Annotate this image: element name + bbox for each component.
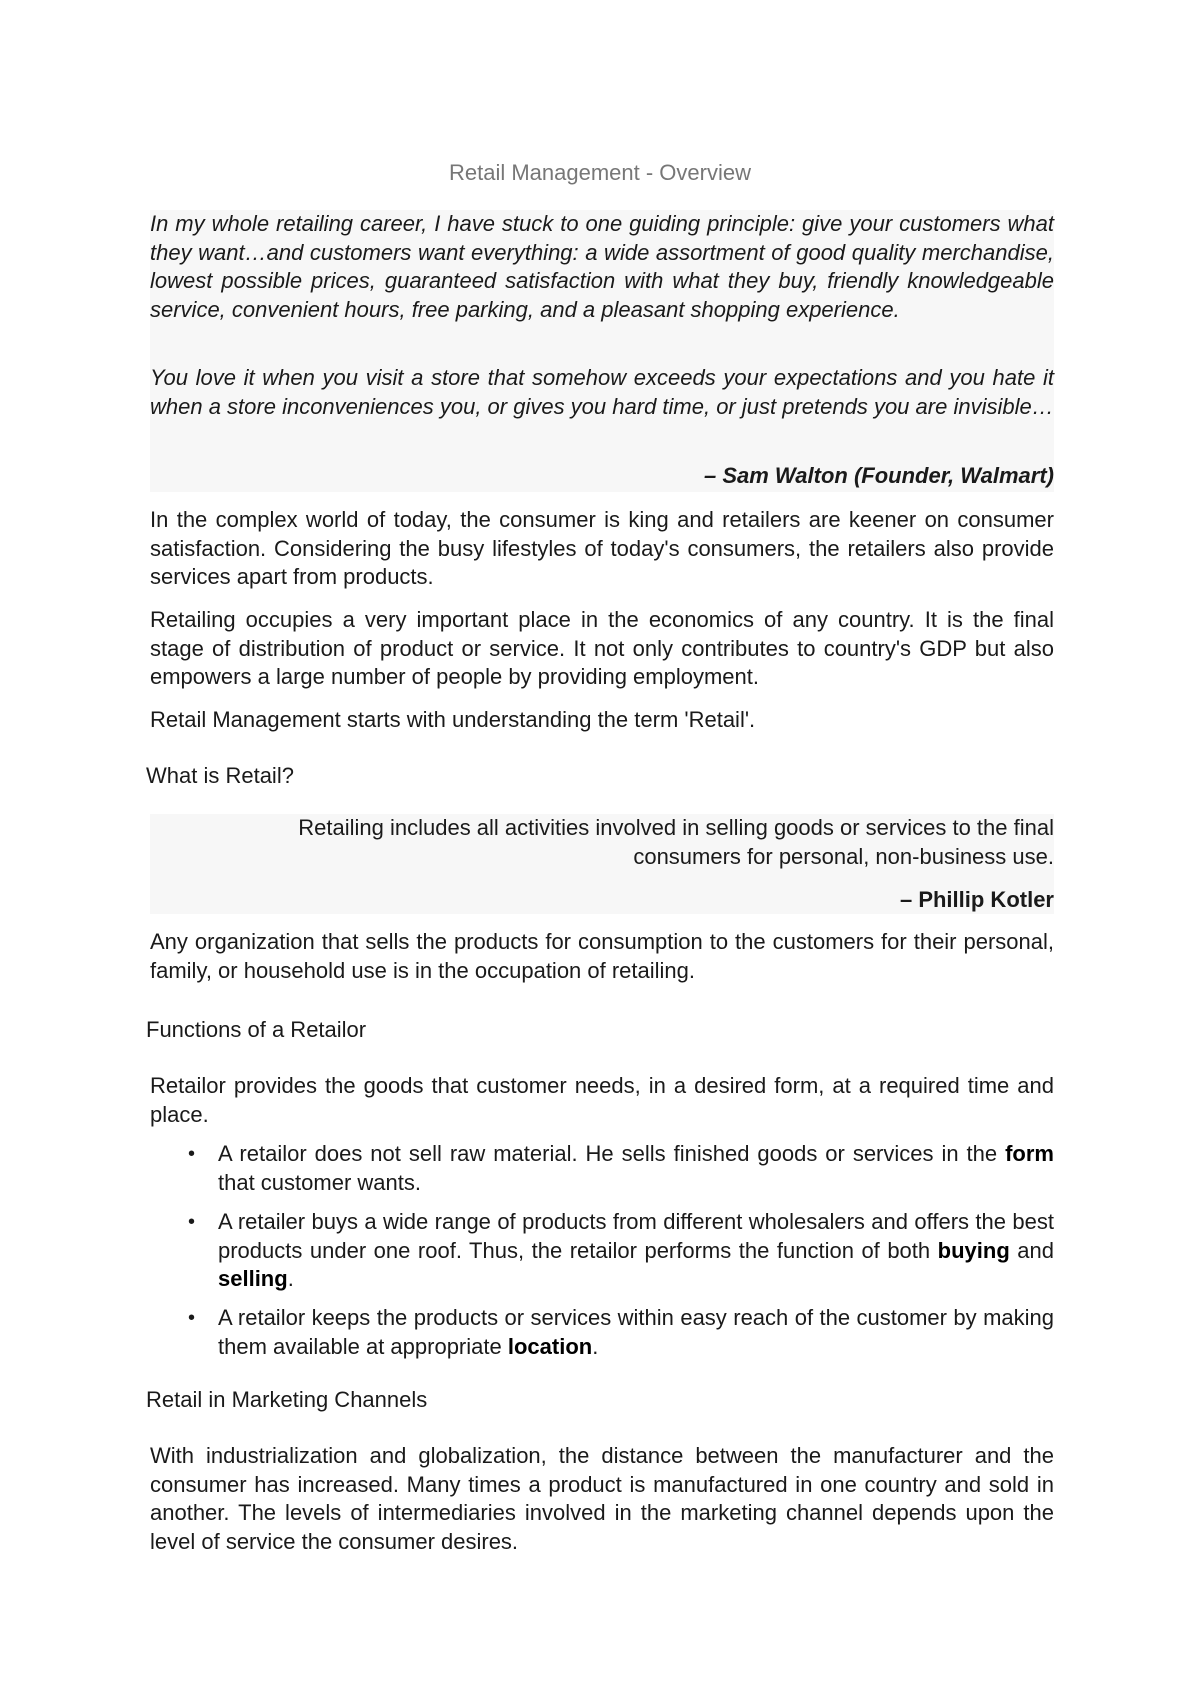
section-heading-marketing-channels: Retail in Marketing Channels: [146, 1387, 428, 1412]
bullet-icon: •: [188, 1143, 196, 1165]
bullet-text: A retailor does not sell raw material. He sells finished goods or services in the form that customer wants.: [218, 1141, 1054, 1195]
section-heading-functions: Functions of a Retailor: [146, 1017, 367, 1042]
walton-quote-attribution: – Sam Walton (Founder, Walmart): [703, 463, 1054, 488]
marketing-channels-paragraph: With industrialization and globalization, the distance between the manufacturer and the consumer has increased. Many times a product is manufactured in one country and sold in another. The levels of intermediaries involved in the marketing channel depends upon the level of service the consumer desires.: [150, 1443, 1054, 1554]
walton-quote-block: [150, 210, 1054, 492]
kotler-quote-block: [150, 814, 1054, 914]
retail-definition-paragraph: Any organization that sells the products for consumption to the customers for their personal, family, or household use is in the occupation of retailing.: [150, 929, 1054, 983]
section-heading-what-is-retail: What is Retail?: [146, 763, 294, 788]
kotler-quote-text: Retailing includes all activities involved in selling goods or services to the final consumers for personal, non-business use.: [298, 815, 1054, 869]
bullet-text: A retailor keeps the products or services within easy reach of the customer by making them available at appropriate location.: [218, 1305, 1054, 1359]
kotler-quote-attribution: – Phillip Kotler: [899, 887, 1054, 912]
intro-paragraph-2: Retailing occupies a very important place in the economics of any country. It is the final stage of distribution of product or service. It not only contributes to country's GDP but also empowers a large number of people by providing employment.: [150, 607, 1054, 689]
walton-quote-paragraph-1: In my whole retailing career, I have stuck to one guiding principle: give your customers what they want…and customers want everything: a wide assortment of good quality merchandise, lowest possible prices, guaranteed satisfaction with what they buy, friendly knowledgeable service, convenient hours, free parking, and a pleasant shopping experience.: [150, 211, 1054, 322]
walton-quote-paragraph-2: You love it when you visit a store that somehow exceeds your expectations and you hate it when a store inconveniences you, or gives you hard time, or just pretends you are invisible…: [150, 365, 1054, 419]
bullet-icon: •: [188, 1211, 196, 1233]
bullet-text: A retailer buys a wide range of products from different wholesalers and offers the best products under one roof. Thus, the retailor performs the function of both buying and selling.: [218, 1209, 1054, 1291]
page-title: Retail Management - Overview: [448, 160, 751, 185]
functions-intro-paragraph: Retailor provides the goods that customer needs, in a desired form, at a required time and place.: [150, 1073, 1054, 1127]
intro-paragraph-3: Retail Management starts with understanding the term 'Retail'.: [150, 707, 756, 732]
bullet-icon: •: [188, 1307, 196, 1329]
intro-paragraph-1: In the complex world of today, the consumer is king and retailers are keener on consumer satisfaction. Considering the busy lifestyles of today's consumers, the retailers also provide services apart from products.: [150, 507, 1054, 589]
